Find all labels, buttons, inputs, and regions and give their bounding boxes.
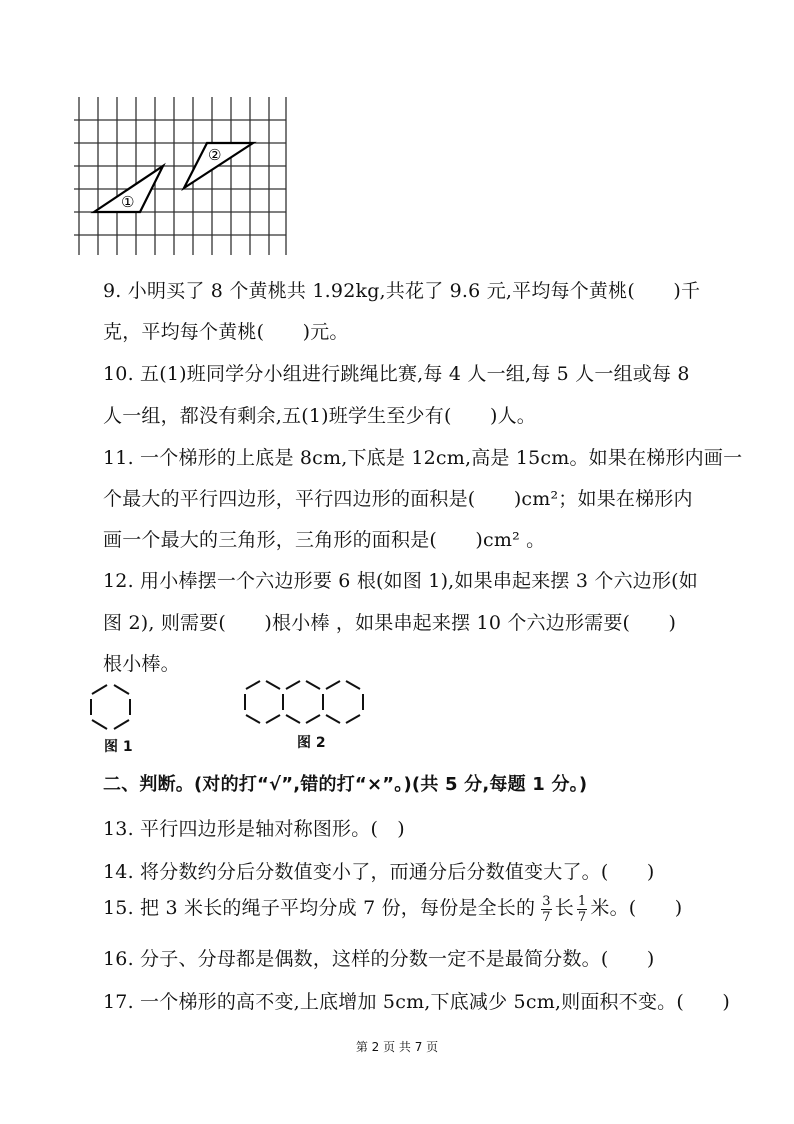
question-14: 14. 将分数约分后分数值变小了，而通分后分数值变大了。( ) [103,861,655,883]
page-footer: 第 2 页 共 7 页 [355,1040,439,1054]
question-17: 17. 一个梯形的高不变,上底增加 5cm,下底减少 5cm,则面积不变。( ) [103,991,730,1013]
question-15-text-mid: 长 [554,897,574,919]
question-15-text-pre: 15. 把 3 米长的绳子平均分成 7 份，每份是全长的 [103,897,536,919]
question-12-line-2: 图 2), 则需要( )根小棒 ，如果串起来摆 10 个六边形需要( ) [103,612,677,634]
question-10-line-2: 人一组，都没有剩余,五(1)班学生至少有( )人。 [103,405,536,427]
question-16: 16. 分子、分母都是偶数，这样的分数一定不是最简分数。( ) [103,948,655,970]
grid-lines [74,97,286,255]
question-9-line-1: 9. 小明买了 8 个黄桃共 1.92kg,共花了 9.6 元,平均每个黄桃( )千 [103,280,701,302]
figure-2-caption: 图 2 [297,735,326,751]
question-12-line-1: 12. 用小棒摆一个六边形要 6 根(如图 1),如果串起来摆 3 个六边形(如 [103,570,698,592]
question-11-line-1: 11. 一个梯形的上底是 8cm,下底是 12cm,高是 15cm。如果在梯形内画一 [103,447,743,469]
section-2-heading: 二、判断。(对的打“√”,错的打“×”。)(共 5 分,每题 1 分。) [103,774,588,795]
triangle-2-label: ② [208,146,222,164]
question-11-line-2: 个最大的平行四边形，平行四边形的面积是( )cm²；如果在梯形内 [103,488,693,510]
grid-figure [74,96,294,258]
fraction-one-seventh: $\frac{1}{7}$ [577,893,587,925]
question-12-line-3: 根小棒。 [103,653,180,675]
figure-1-caption: 图 1 [104,739,133,755]
triangle-1-label: ① [121,193,135,211]
question-13: 13. 平行四边形是轴对称图形。( ) [103,818,405,840]
fraction-three-sevenths: $\frac{3}{7}$ [542,893,551,925]
hexagon-figure-1 [88,682,134,732]
question-10-line-1: 10. 五(1)班同学分小组进行跳绳比赛,每 4 人一组,每 5 人一组或每 8 [103,363,690,385]
question-15-text-post: 米。( ) [590,897,683,919]
question-9-line-2: 克，平均每个黄桃( )元。 [103,321,349,343]
question-15 [103,893,682,924]
hexagon-figure-2 [242,678,368,728]
question-11-line-3: 画一个最大的三角形，三角形的面积是( )cm² 。 [103,529,546,551]
